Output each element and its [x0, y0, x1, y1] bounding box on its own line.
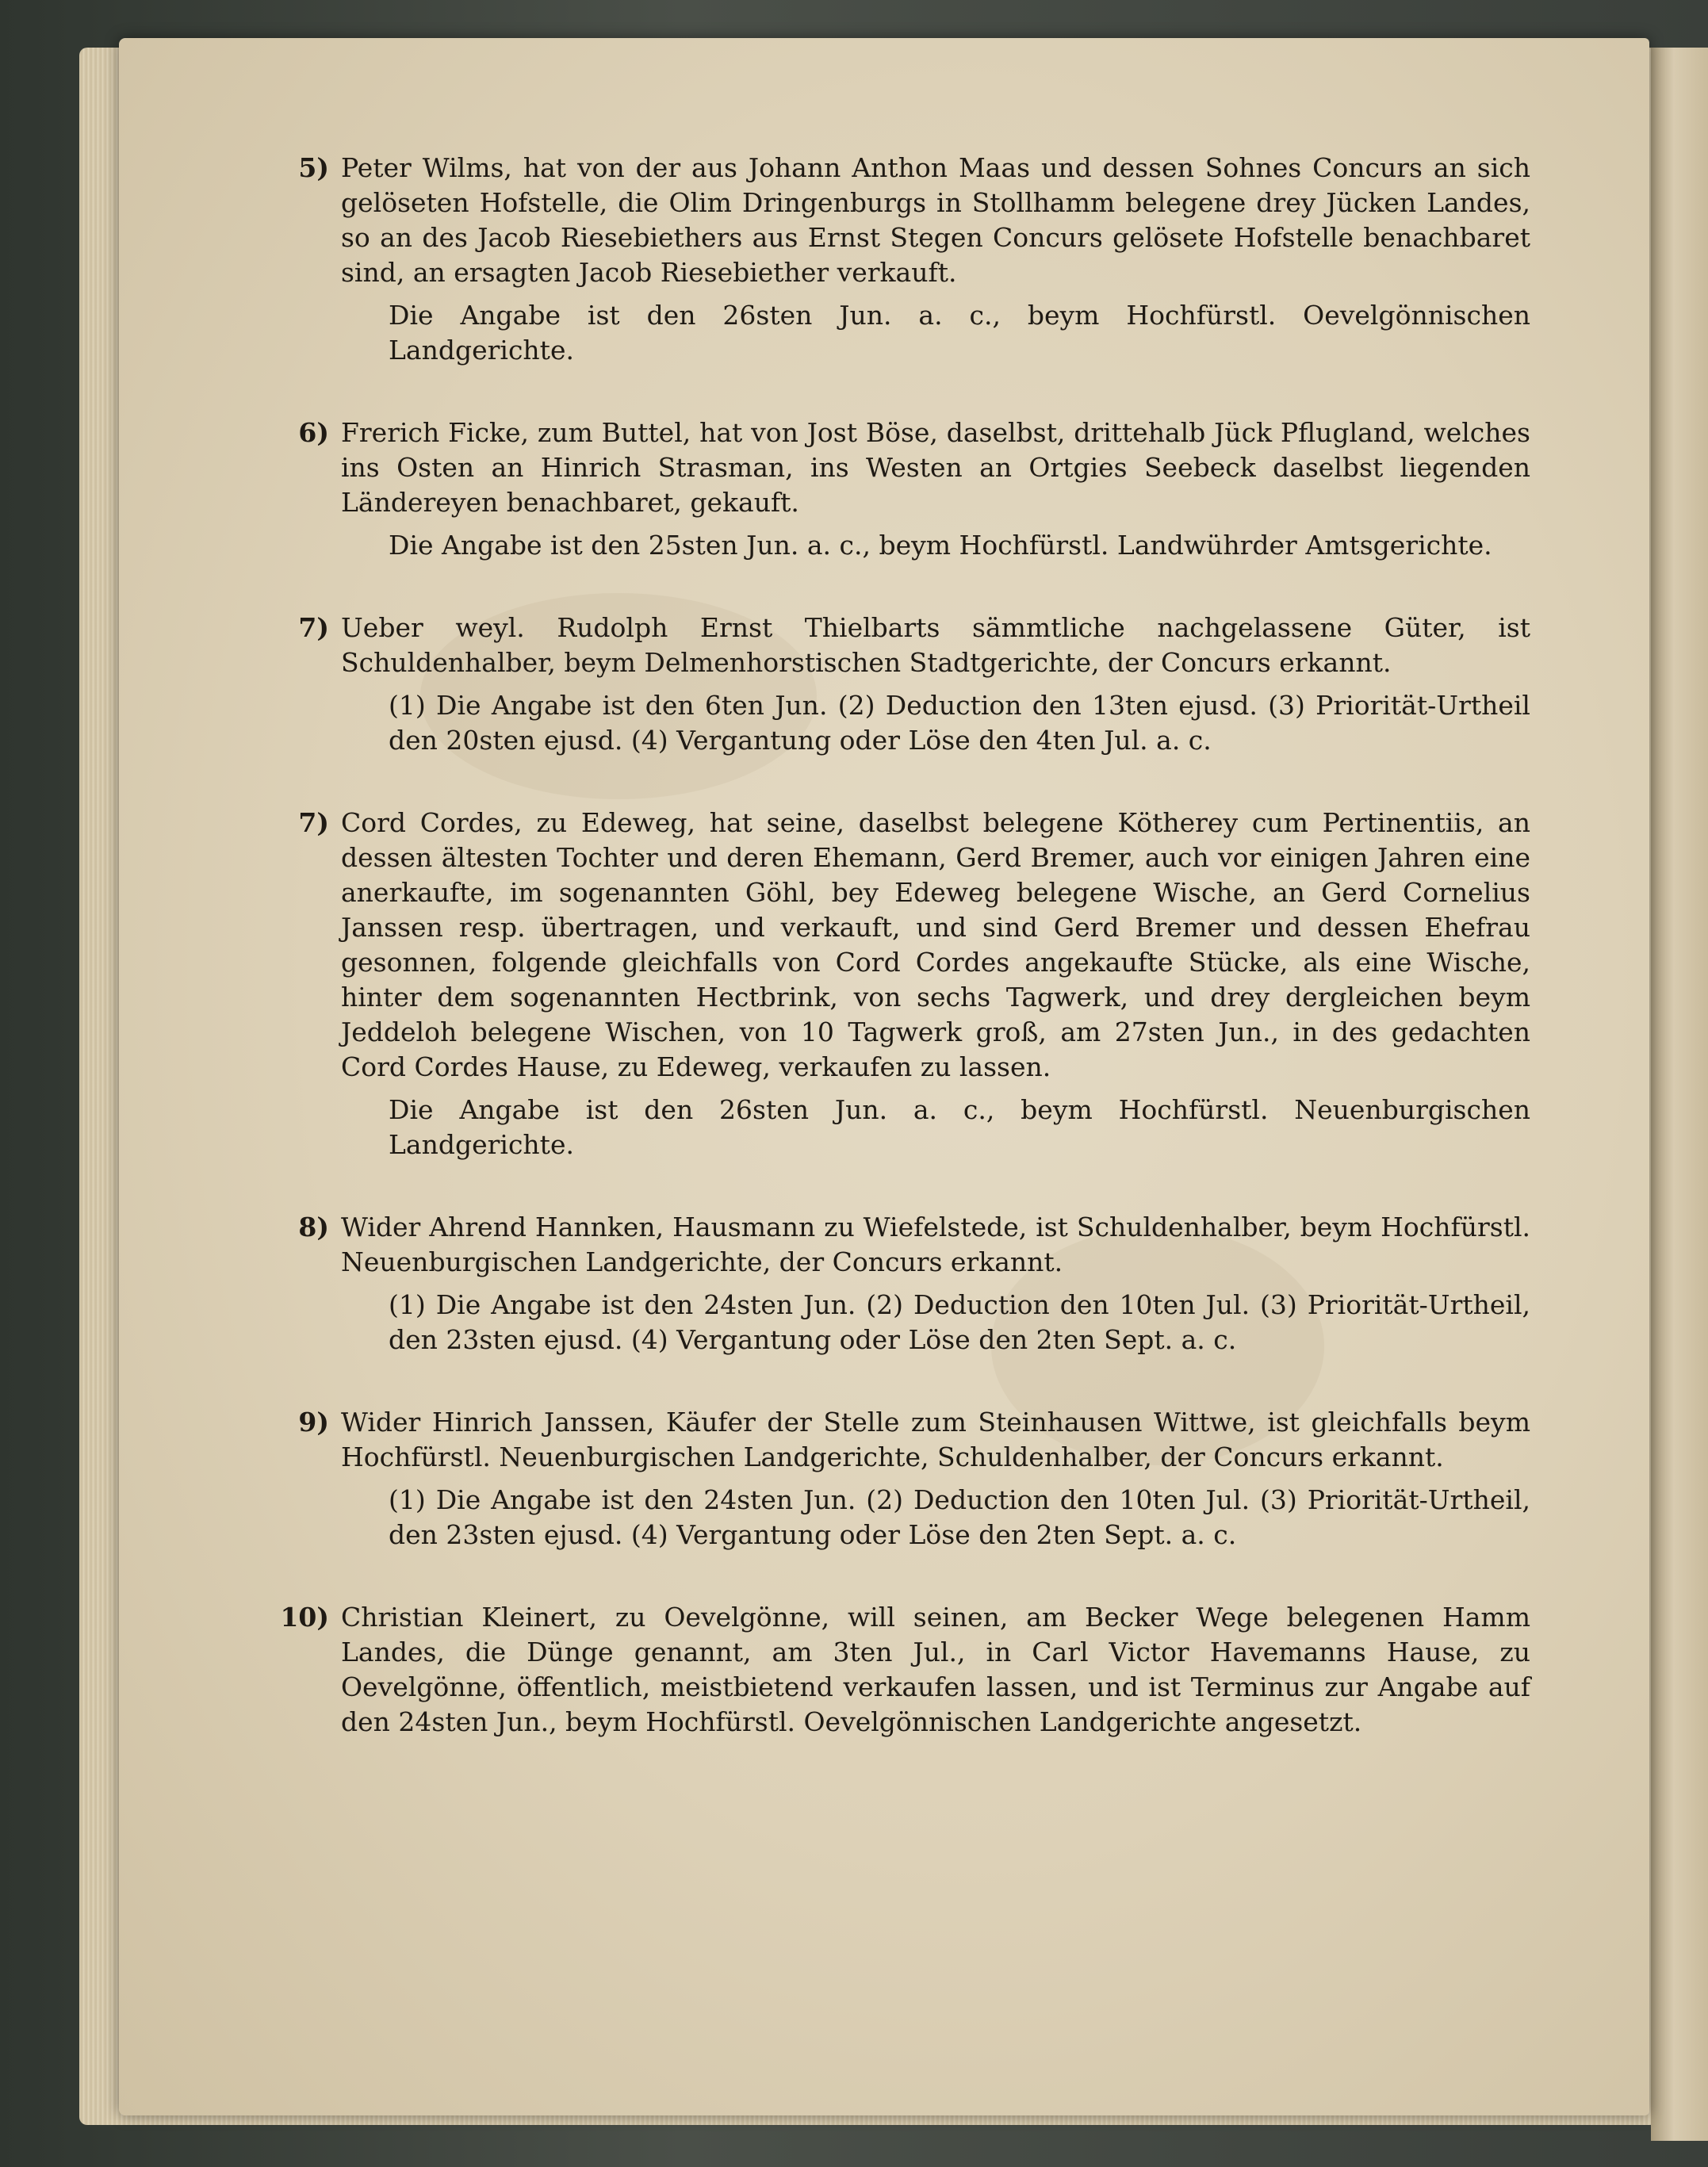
- entry-note: (1) Die Angabe ist den 6ten Jun. (2) Deduction den 13ten ejusd. (3) Priorität-Urtheil den 20sten ejusd. (4) Vergantung oder Löse den 4ten Jul. a. c.: [389, 690, 1530, 756]
- entry-number: 8): [298, 1212, 329, 1242]
- entry-number: 7): [298, 612, 329, 643]
- entry-text: Cord Cordes, zu Edeweg, hat seine, daselbst belegene Kötherey cum Pertinentiis, an dessen ältesten Tochter und deren Ehemann, Gerd Bremer, auch vor einigen Jahren eine anerkaufte, im sogenannten Göhl, bey Edeweg belegene Wische, an Gerd Cornelius Janssen resp. übertragen, und verkauft, und sind Gerd Bremer und dessen Ehefrau gesonnen, folgende gleichfalls von Cord Cordes angekaufte Stücke, als eine Wische, hinter dem sogenannten Hectbrink, von sechs Tagwerk, und drey dergleichen beym Jeddeloh belegene Wischen, von 10 Tagwerk groß, am 27sten Jun., in des gedachten Cord Cordes Hause, zu Edeweg, verkaufen zu lassen.: [341, 807, 1530, 1082]
- entry-7b: [298, 806, 1530, 1162]
- entry-9: [298, 1405, 1530, 1553]
- entry-5: [298, 151, 1530, 368]
- entry-text: Ueber weyl. Rudolph Ernst Thielbarts sämmtliche nachgelassene Güter, ist Schuldenhalber, beym Delmenhorstischen Stadtgerichte, der Concurs erkannt.: [341, 612, 1530, 678]
- entry-note: Die Angabe ist den 26sten Jun. a. c., beym Hochfürstl. Oevelgönnischen Landgerichte.: [389, 300, 1530, 366]
- entry-note: Die Angabe ist den 25sten Jun. a. c., beym Hochfürstl. Landwührder Amtsgerichte.: [389, 530, 1492, 561]
- page-text: [280, 151, 1530, 1787]
- entry-number: 9): [298, 1407, 329, 1438]
- entry-text: Peter Wilms, hat von der aus Johann Anthon Maas und dessen Sohnes Concurs an sich gelöseten Hofstelle, die Olim Dringenburgs in Stollhamm belegene drey Jücken Landes, so an des Jacob Riesebiethers aus Ernst Stegen Concurs gelösete Hofstelle benachbaret sind, an ersagten Jacob Riesebiether verkauft.: [341, 152, 1530, 288]
- entry-text: Christian Kleinert, zu Oevelgönne, will seinen, am Becker Wege belegenen Hamm Landes, die Dünge genannt, am 3ten Jul., in Carl Victor Havemanns Hause, zu Oevelgönne, öffentlich, meistbietend verkaufen lassen, und ist Terminus zur Angabe auf den 24sten Jun., beym Hochfürstl. Oevelgönnischen Landgerichte angesetzt.: [341, 1602, 1530, 1737]
- entry-text: Frerich Ficke, zum Buttel, hat von Jost Böse, daselbst, drittehalb Jück Pflugland, welches ins Osten an Hinrich Strasman, ins Westen an Ortgies Seebeck daselbst liegenden Ländereyen benachbaret, gekauft.: [341, 417, 1530, 518]
- facing-page-edge: [1651, 48, 1708, 2141]
- entry-note: Die Angabe ist den 26sten Jun. a. c., beym Hochfürstl. Neuenburgischen Landgerichte.: [389, 1094, 1530, 1160]
- entry-number: 7): [298, 807, 329, 838]
- entry-number: 10): [280, 1602, 329, 1633]
- entry-8: [298, 1210, 1530, 1357]
- entry-6: [298, 415, 1530, 563]
- entry-7a: [298, 611, 1530, 758]
- entry-text: Wider Ahrend Hannken, Hausmann zu Wiefelstede, ist Schuldenhalber, beym Hochfürstl. Neuenburgischen Landgerichte, der Concurs erkannt.: [341, 1212, 1530, 1277]
- entry-note: (1) Die Angabe ist den 24sten Jun. (2) Deduction den 10ten Jul. (3) Priorität-Urtheil, den 23sten ejusd. (4) Vergantung oder Löse den 2ten Sept. a. c.: [389, 1289, 1530, 1355]
- entry-number: 5): [298, 152, 329, 183]
- entry-number: 6): [298, 417, 329, 448]
- entry-10: [280, 1600, 1530, 1740]
- entry-text: Wider Hinrich Janssen, Käufer der Stelle zum Steinhausen Wittwe, ist gleichfalls beym Hochfürstl. Neuenburgischen Landgerichte, Schuldenhalber, der Concurs erkannt.: [341, 1407, 1530, 1472]
- entry-note: (1) Die Angabe ist den 24sten Jun. (2) Deduction den 10ten Jul. (3) Priorität-Urtheil, den 23sten ejusd. (4) Vergantung oder Löse den 2ten Sept. a. c.: [389, 1484, 1530, 1550]
